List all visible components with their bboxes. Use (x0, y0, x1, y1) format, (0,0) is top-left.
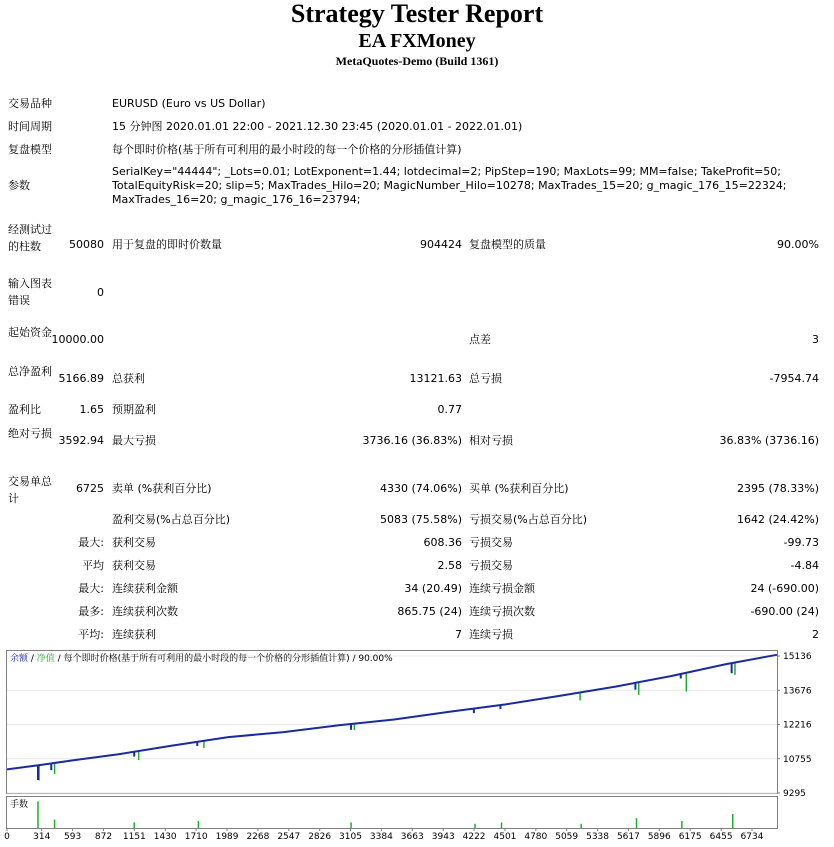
x-tick-label: 1989 (215, 832, 239, 842)
x-axis (4, 828, 764, 842)
gross-profit-value: 13121.63 (409, 372, 462, 385)
average-label: 平均 (82, 559, 104, 572)
legend-sep-3: / (349, 654, 359, 664)
largest-loss-label: 亏损交易 (469, 536, 513, 549)
largest-label: 最大: (78, 536, 104, 549)
most-label: 最多: (78, 605, 104, 618)
x-tick-label: 5896 (647, 832, 671, 842)
params-label: 参数 (8, 179, 30, 192)
x-tick-label: 6175 (678, 832, 702, 842)
total-trades-value: 6725 (76, 482, 104, 495)
long-positions-value: 2395 (78.33%) (736, 482, 819, 495)
x-tick-label: 6734 (740, 832, 764, 842)
legend-balance: 余额 (10, 654, 29, 664)
avg-cons-wins-value: 7 (455, 628, 462, 641)
net-profit-label: 总净盈利 (8, 365, 52, 378)
max-cons-losses-value: 24 (-690.00) (750, 582, 819, 595)
model-value: 每个即时价格(基于所有可利用的最小时段的每一个价格的分形插值计算) (112, 143, 462, 156)
y-axis (777, 652, 812, 799)
y-tick-label: 13676 (783, 686, 812, 697)
x-tick-label: 3663 (400, 832, 424, 842)
avg-cons-wins-label: 连续获利 (112, 628, 156, 641)
x-tick-label: 2826 (308, 832, 332, 842)
params-value: SerialKey="44444"; _Lots=0.01; LotExponent=1.44; lotdecimal=2; PipStep=190; MaxLots=99; MM=false; TakeProfit=50; TotalEquityRisk=20; slip=5; MaxTrades_Hilo=20; MagicNumber_Hilo=10278; MaxTrades_15=20; g_magic_176_15=22324; MaxTrades_16=20; g_magic_176_16=23794; (112, 165, 787, 206)
x-tick-label: 4780 (524, 832, 548, 842)
report-title: Strategy Tester Report (290, 0, 544, 28)
abs-drawdown-label: 绝对亏损 (8, 427, 52, 440)
spread-value: 3 (812, 333, 819, 346)
x-tick-label: 3384 (369, 832, 393, 842)
max-cons-loss-value: -690.00 (24) (750, 605, 819, 618)
largest-profit-value: 608.36 (423, 536, 462, 549)
avg-cons-losses-value: 2 (812, 628, 819, 641)
x-tick-label: 4222 (462, 832, 486, 842)
legend-model: 每个即时价格(基于所有可利用的最小时段的每一个价格的分形插值计算) (63, 654, 350, 664)
quality-value: 90.00% (777, 238, 819, 251)
profit-trades-label: 盈利交易(%占总百分比) (112, 513, 231, 526)
model-label: 复盘模型 (8, 143, 52, 156)
symbol-value: EURUSD (Euro vs US Dollar) (112, 97, 266, 110)
x-tick-label: 314 (33, 832, 51, 842)
lots-plot-frame (7, 797, 778, 829)
y-tick-label: 15136 (783, 652, 812, 663)
max-cons-profit-label: 连续获利次数 (112, 605, 178, 618)
average-profit-label: 获利交易 (112, 559, 156, 572)
max-label: 最大: (78, 582, 104, 595)
y-tick-label: 9295 (783, 789, 806, 799)
max-cons-wins-value: 34 (20.49) (404, 582, 462, 595)
x-tick-label: 872 (94, 832, 113, 842)
avg-label: 平均: (78, 628, 104, 641)
legend-equity: 净值 (36, 654, 55, 664)
loss-trades-value: 1642 (24.42%) (736, 513, 819, 526)
profit-factor-value: 1.65 (79, 403, 104, 416)
gross-loss-label: 总亏损 (469, 372, 502, 385)
x-tick-label: 2547 (277, 832, 301, 842)
gross-loss-value: -7954.74 (769, 372, 819, 385)
gross-profit-label: 总获利 (112, 372, 145, 385)
payoff-label: 预期盈利 (112, 403, 156, 416)
x-tick-label: 3943 (431, 832, 455, 842)
largest-profit-label: 获利交易 (112, 536, 156, 549)
bars-value: 50080 (69, 238, 104, 251)
symbol-label: 交易品种 (8, 97, 52, 110)
long-positions-label: 买单 (%获利百分比) (469, 482, 569, 495)
x-tick-label: 4501 (493, 832, 517, 842)
y-tick-label: 12216 (783, 720, 812, 731)
x-tick-label: 0 (4, 832, 10, 842)
rel-drawdown-label: 相对亏损 (469, 434, 513, 447)
bars-label: 经测试过的柱数 (8, 223, 52, 253)
payoff-value: 0.77 (437, 403, 462, 416)
errors-value: 0 (97, 286, 104, 299)
lots-label: 手数 (10, 800, 29, 810)
short-positions-label: 卖单 (%获利百分比) (112, 482, 212, 495)
profit-factor-label: 盈利比 (8, 403, 41, 416)
ticks-label: 用于复盘的即时价数量 (112, 238, 222, 251)
legend-sep-1: / (28, 654, 37, 664)
server-build: MetaQuotes-Demo (Build 1361) (335, 54, 499, 68)
average-loss-label: 亏损交易 (469, 559, 513, 572)
max-drawdown-label: 最大亏损 (112, 434, 156, 447)
max-drawdown-value: 3736.16 (36.83%) (362, 434, 462, 447)
quality-label: 复盘模型的质量 (469, 238, 546, 251)
deposit-label: 起始资金 (8, 326, 52, 339)
max-cons-loss-label: 连续亏损次数 (469, 605, 535, 618)
x-tick-label: 5338 (586, 832, 610, 842)
net-profit-value: 5166.89 (58, 372, 104, 385)
x-tick-label: 5059 (555, 832, 579, 842)
x-tick-label: 1151 (122, 832, 146, 842)
deposit-value: 10000.00 (51, 333, 104, 346)
abs-drawdown-value: 3592.94 (58, 434, 104, 447)
period-value: 15 分钟图 2020.01.01 22:00 - 2021.12.30 23:45 (2020.01.01 - 2022.01.01) (112, 120, 523, 133)
chart-legend (10, 652, 393, 664)
average-profit-value: 2.58 (437, 559, 462, 572)
rel-drawdown-value: 36.83% (3736.16) (719, 434, 819, 447)
y-tick-label: 10755 (783, 754, 812, 765)
x-tick-label: 593 (64, 832, 82, 842)
largest-loss-value: -99.73 (783, 536, 819, 549)
x-tick-label: 6455 (709, 832, 733, 842)
max-cons-wins-label: 连续获利金额 (112, 582, 178, 595)
max-cons-losses-label: 连续亏损金额 (469, 582, 535, 595)
period-label: 时间周期 (8, 120, 52, 133)
x-tick-label: 1430 (153, 832, 177, 842)
spread-label: 点差 (469, 333, 491, 346)
ticks-value: 904424 (420, 238, 462, 251)
x-tick-label: 3105 (339, 832, 362, 842)
errors-label: 输入图表错误 (8, 277, 52, 307)
x-tick-label: 2268 (246, 832, 270, 842)
x-tick-label: 1710 (184, 832, 208, 842)
main-plot-frame (7, 651, 778, 794)
balance-chart (6, 650, 828, 844)
total-trades-label: 交易单总计 (8, 475, 52, 505)
max-cons-profit-value: 865.75 (24) (397, 605, 462, 618)
short-positions-value: 4330 (74.06%) (379, 482, 462, 495)
average-loss-value: -4.84 (790, 559, 819, 572)
legend-quality: 90.00% (358, 654, 393, 664)
loss-trades-label: 亏损交易(%占总百分比) (469, 513, 588, 526)
profit-trades-value: 5083 (75.58%) (379, 513, 462, 526)
ea-name: EA FXMoney (358, 30, 476, 52)
legend-sep-2: / (54, 654, 64, 664)
x-tick-label: 5617 (616, 832, 640, 842)
avg-cons-losses-label: 连续亏损 (469, 628, 513, 641)
